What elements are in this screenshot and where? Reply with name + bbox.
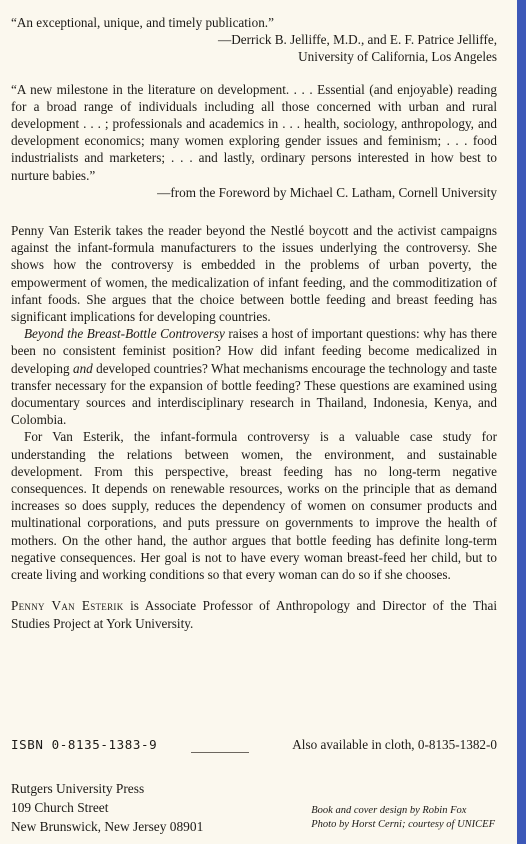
attribution-affiliation: University of California, Los Angeles (298, 49, 497, 65)
barcode-rule (191, 752, 249, 753)
isbn-row (11, 737, 497, 757)
publisher-name: Rutgers University Press (11, 781, 145, 796)
quote-jelliffe-attribution (11, 31, 497, 65)
description-paragraph-3: For Van Esterik, the infant-formula controversy is a valuable case study for understanding the relations between women, the environment, and sustainable development. From this perspective, breast feeding has no long-term negative consequences. It depends on renewable resources, works on the principle that as demand increases so does supply, reduces the dependency of women on consumer products and multinational corporations, and puts pressure on governments to improve the health of mothers. On the other hand, the author argues that bottle feeding has definite long-term negative consequences. Her goal is not to have every woman breast-feed her child, but to create living and working conditions so that every woman can do so if she chooses. (11, 429, 497, 583)
author-bio-text: is Associate Professor of Anthropology and Director of the Thai Studies Project at York University. (11, 598, 497, 631)
design-credits (311, 804, 495, 831)
author-name: Penny Van Esterik (11, 598, 124, 614)
publisher-street: 109 Church Street (11, 800, 109, 815)
description-paragraph-2 (11, 325, 497, 428)
blue-spine-edge (517, 0, 526, 844)
cloth-edition-note: Also available in cloth, 0-8135-1382-0 (292, 737, 497, 752)
publisher-address (11, 779, 203, 836)
paragraph-2-text-b: developed countries? What mechanisms encourage the technology and taste transfer necessary for the expansion of bottle feeding? These questions are examined using documentary sources and interdisciplinary research in Thailand, Indonesia, Kenya, and Colombia. (11, 360, 497, 428)
emphasis-and: and (72, 360, 93, 376)
photo-credit: Photo by Horst Cerni; courtesy of UNICEF (311, 818, 495, 830)
publisher-city: New Brunswick, New Jersey 08901 (11, 819, 204, 834)
quote-jelliffe: “An exceptional, unique, and timely publication.” (11, 15, 274, 30)
book-description (11, 222, 497, 583)
quote-latham-attribution: —from the Foreword by Michael C. Latham, Cornell University (157, 184, 497, 200)
book-title: Beyond the Breast-Bottle Controversy (24, 326, 225, 342)
design-credit: Book and cover design by Robin Fox (311, 805, 467, 816)
quote-latham: “A new milestone in the literature on development. . . . Essential (and enjoyable) reading for a broad range of individuals including all those concerned with urban and rural development . . . ; professionals and academics in . . . health, sociology, anthropology, and development economics; many women exploring gender issues and feminism; . . . food industrialists and marketers; . . . and lastly, ordinary persons interested in how best to nurture babies.” (11, 81, 497, 183)
paragraph-2-text-a: raises a host of important questions: why has there been no consistent feminist position? How did infant feeding become medicalized in developing (11, 326, 497, 376)
back-cover-text (11, 14, 497, 632)
author-bio (11, 597, 497, 631)
attribution-names: —Derrick B. Jelliffe, M.D., and E. F. Patrice Jelliffe, (218, 32, 497, 48)
description-paragraph-1: Penny Van Esterik takes the reader beyond the Nestlé boycott and the activist campaigns against the infant-formula manufacturers to the issues underlying the controversy. She shows how the controversy is embedded in the problems of urban poverty, the empowerment of women, the medicalization of infant feeding, and the commoditization of infant foods. She argues that the choice between bottle feeding and breast feeding has significant implications for developing countries. (11, 223, 497, 325)
isbn-number: ISBN 0-8135-1383-9 (11, 737, 158, 752)
